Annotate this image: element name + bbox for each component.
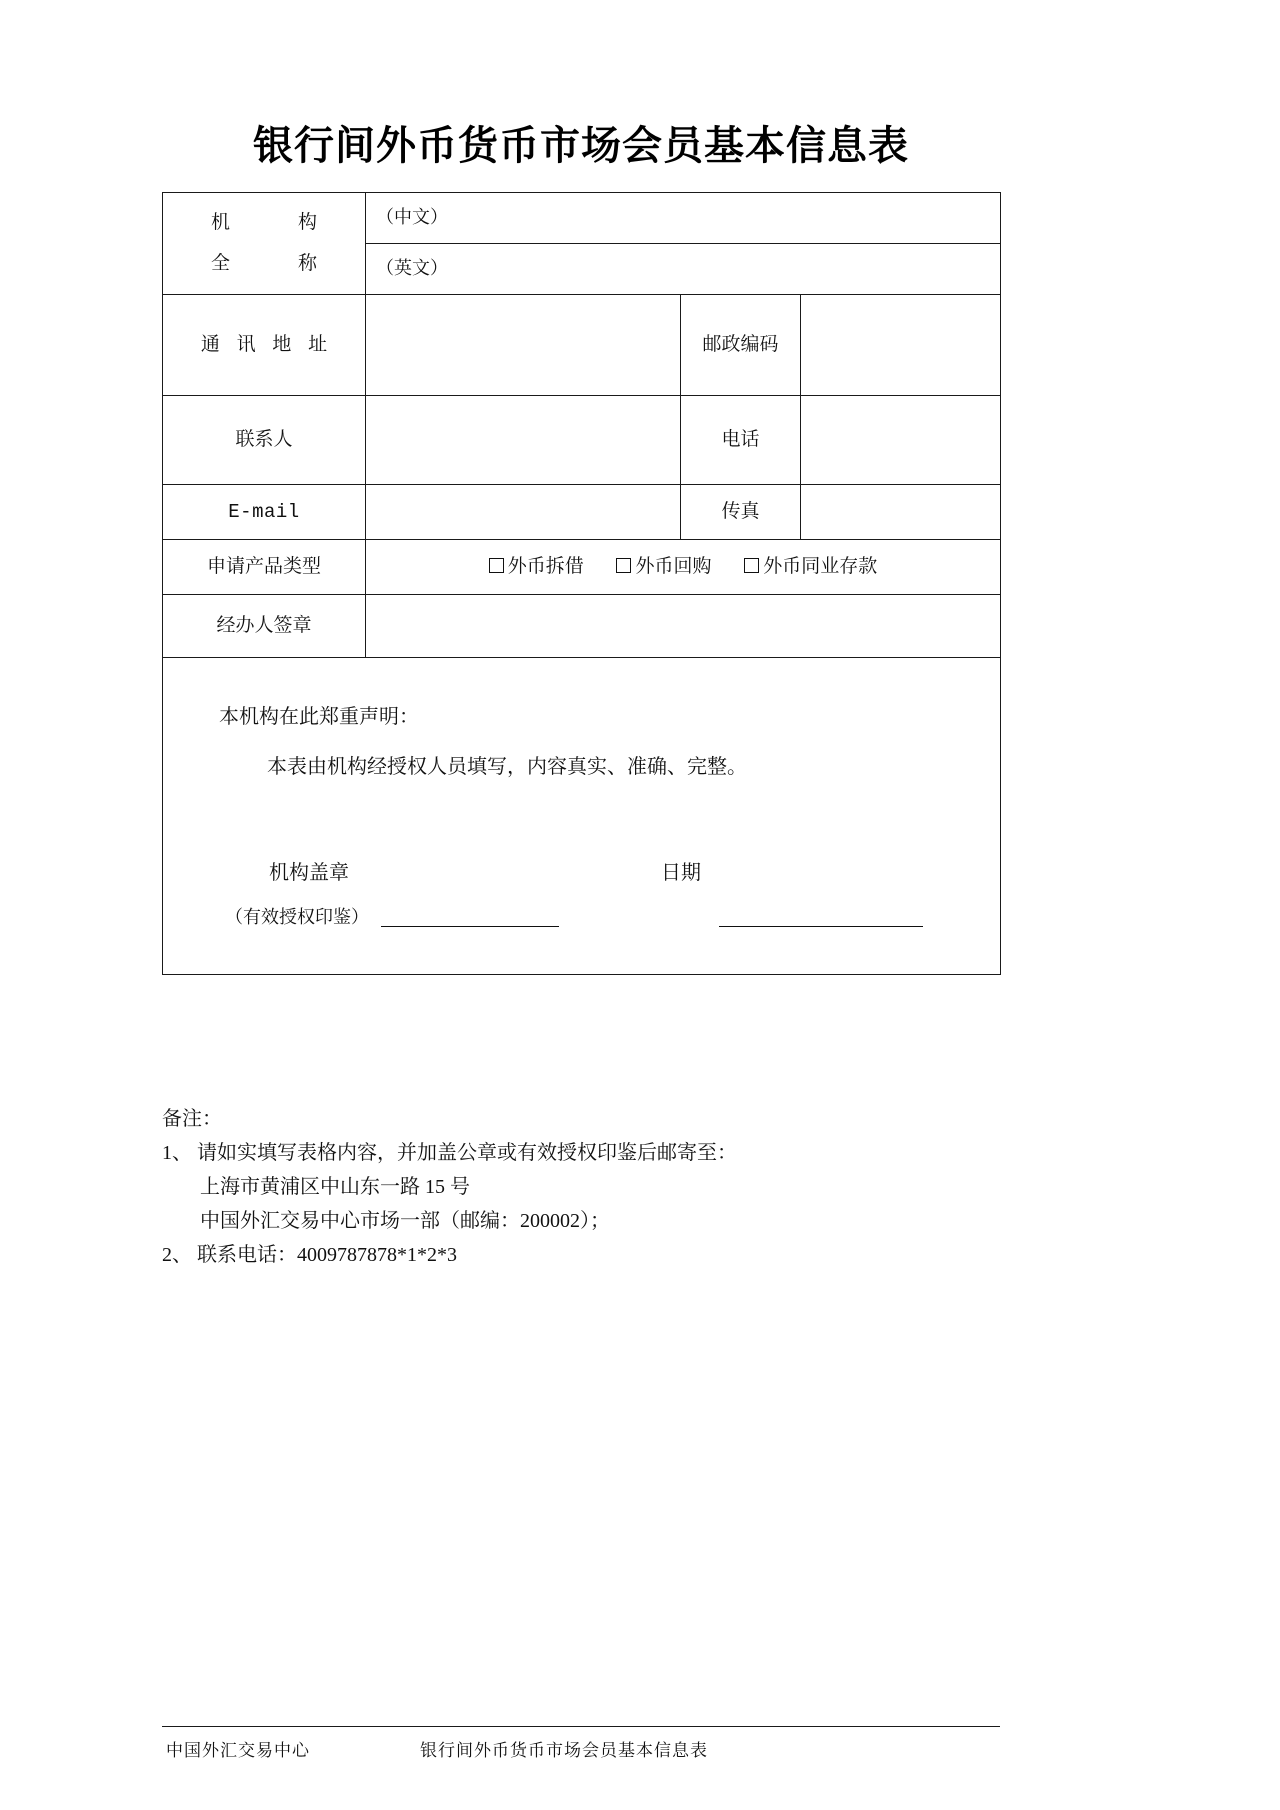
table-row-declaration (163, 658, 1001, 975)
declaration-cell (163, 658, 1001, 975)
postcode-field[interactable] (801, 295, 1001, 396)
fax-field[interactable] (801, 485, 1001, 540)
org-seal-signature-line[interactable] (381, 926, 559, 927)
fax-label (681, 485, 801, 540)
notes-item-2: 2、 联系电话：4009787878*1*2*3 (162, 1244, 457, 1266)
operator-seal-field[interactable] (366, 595, 1001, 658)
address-field[interactable] (366, 295, 681, 396)
table-row-org-name-cn (163, 193, 1001, 244)
org-name-cn-field[interactable] (366, 193, 1001, 244)
date-label: 日期 (661, 862, 701, 884)
product-type-options (366, 540, 1001, 595)
org-name-label-line1: 机 构 (210, 212, 327, 233)
phone-field[interactable] (801, 396, 1001, 485)
product-option-label: 外币同业存款 (763, 555, 878, 577)
phone-label-text: 电话 (721, 428, 760, 450)
declaration-block (173, 658, 990, 974)
email-label-text: E-mail (228, 500, 300, 523)
notes-item-1-line-3: 中国外汇交易中心市场一部（邮编：200002）； (200, 1210, 610, 1232)
product-option-fx-repo[interactable] (616, 553, 711, 582)
authorized-seal-note: （有效授权印鉴） (225, 907, 369, 927)
member-information-form-table (162, 192, 1001, 975)
phone-label (681, 396, 801, 485)
table-row-address (163, 295, 1001, 396)
org-seal-label: 机构盖章 (269, 862, 349, 884)
product-type-label-text: 申请产品类型 (206, 555, 321, 577)
operator-seal-label (163, 595, 366, 658)
notes-item-1: 1、 请如实填写表格内容，并加盖公章或有效授权印鉴后邮寄至： (162, 1142, 737, 1164)
postcode-label (681, 295, 801, 396)
contact-label (163, 396, 366, 485)
email-label (163, 485, 366, 540)
page-footer (162, 1736, 1000, 1770)
address-label-text: 通 讯 地 址 (200, 333, 334, 355)
product-option-fx-interbank-deposit[interactable] (744, 553, 877, 582)
org-name-en-hint: （英文） (376, 257, 448, 278)
declaration-heading: 本机构在此郑重声明： (219, 706, 419, 728)
org-name-en-field[interactable] (366, 244, 1001, 295)
checkbox-icon[interactable] (489, 558, 504, 573)
table-row-product-type (163, 540, 1001, 595)
date-signature-line[interactable] (719, 926, 923, 927)
fax-label-text: 传真 (721, 500, 760, 522)
footer-organization: 中国外汇交易中心 (166, 1741, 310, 1760)
notes-heading: 备注： (162, 1108, 222, 1130)
page-title: 银行间外币货币市场会员基本信息表 (253, 123, 909, 169)
org-name-label-line2: 全 称 (210, 252, 327, 274)
email-field[interactable] (366, 485, 681, 540)
table-row-email (163, 485, 1001, 540)
footer-divider (162, 1726, 1000, 1727)
notes-item-1-line-2: 上海市黄浦区中山东一路 15 号 (200, 1176, 470, 1198)
declaration-body: 本表由机构经授权人员填写，内容真实、准确、完整。 (267, 756, 747, 778)
contact-field[interactable] (366, 396, 681, 485)
notes-section (162, 1102, 1062, 1272)
product-type-label (163, 540, 366, 595)
org-name-cn-hint: （中文） (376, 206, 448, 227)
checkbox-icon[interactable] (616, 558, 631, 573)
org-name-label-cell (163, 193, 366, 295)
operator-seal-label-text: 经办人签章 (216, 614, 312, 636)
product-option-label: 外币回购 (635, 555, 712, 577)
footer-document-title: 银行间外币货币市场会员基本信息表 (420, 1741, 708, 1760)
table-row-contact (163, 396, 1001, 485)
address-label (163, 295, 366, 396)
table-row-operator-seal (163, 595, 1001, 658)
checkbox-icon[interactable] (744, 558, 759, 573)
product-option-fx-lending[interactable] (489, 553, 584, 582)
postcode-label-text: 邮政编码 (702, 333, 779, 355)
contact-label-text: 联系人 (235, 428, 293, 450)
product-option-label: 外币拆借 (507, 555, 584, 577)
